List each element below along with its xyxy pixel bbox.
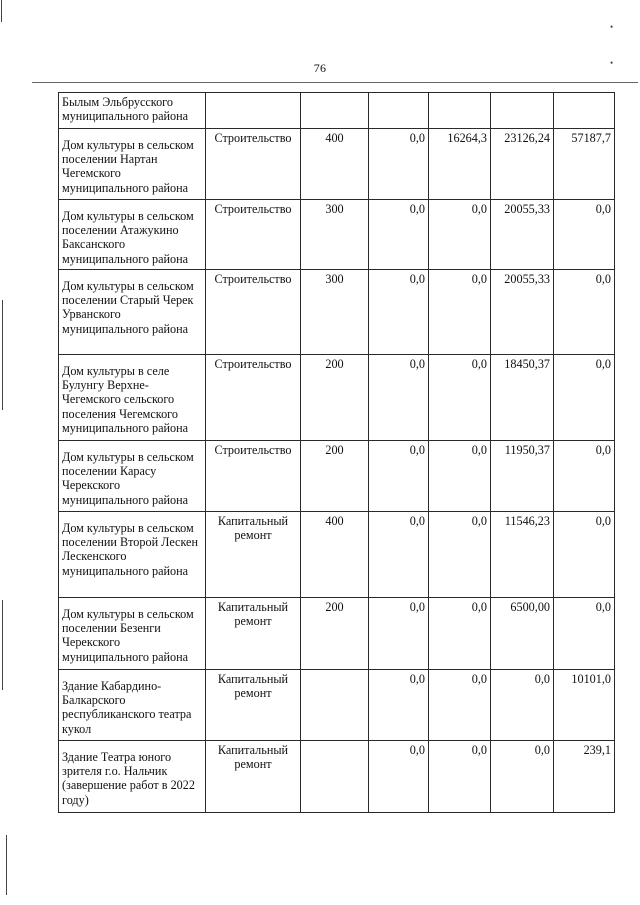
value-col-7: 0,0 [554,441,615,512]
object-name: Дом культуры в селе Булунгу Верхне-Чегемского сельского поселения Чегемского муниципального района [59,355,206,441]
value-col-6: 0,0 [491,670,554,741]
value-col-6: 11950,37 [491,441,554,512]
object-name: Дом культуры в сельском поселении Нартан Чегемского муниципального района [59,129,206,200]
value-col-5: 0,0 [429,512,491,598]
value-col-5: 0,0 [429,441,491,512]
value-col-5: 0,0 [429,200,491,270]
capacity-value: 400 [301,512,369,598]
capacity-value: 200 [301,441,369,512]
object-name: Дом культуры в сельском поселении Карасу Черекского муниципального района [59,441,206,512]
work-type: Строительство [206,270,301,355]
value-col-4 [369,93,429,129]
value-col-5: 0,0 [429,270,491,355]
object-name: Дом культуры в сельском поселении Старый Черек Урванского муниципального района [59,270,206,355]
work-type: Капитальный ремонт [206,512,301,598]
capacity-value: 300 [301,270,369,355]
scan-edge-mark [2,300,3,410]
value-col-6: 20055,33 [491,270,554,355]
value-col-7: 0,0 [554,355,615,441]
scan-edge-mark [1,0,2,22]
work-type: Строительство [206,129,301,200]
value-col-5: 0,0 [429,598,491,670]
capacity-value: 300 [301,200,369,270]
value-col-6: 20055,33 [491,200,554,270]
capacity-value: 200 [301,598,369,670]
value-col-4: 0,0 [369,441,429,512]
value-col-7: 10101,0 [554,670,615,741]
value-col-5 [429,93,491,129]
value-col-4: 0,0 [369,200,429,270]
table-row [59,741,615,813]
table-row [59,93,615,129]
work-type: Капитальный ремонт [206,741,301,813]
table-row [59,200,615,270]
value-col-6: 0,0 [491,741,554,813]
value-col-5: 0,0 [429,355,491,441]
value-col-7: 57187,7 [554,129,615,200]
value-col-6: 6500,00 [491,598,554,670]
data-table [58,92,615,813]
table-row [59,512,615,598]
header-rule [32,82,638,83]
table-row [59,441,615,512]
value-col-4: 0,0 [369,670,429,741]
work-type: Строительство [206,200,301,270]
object-name: Былым Эльбрусского муниципального района [59,93,206,129]
value-col-5: 0,0 [429,670,491,741]
scan-dot: • [610,58,614,68]
work-type: Строительство [206,355,301,441]
value-col-7: 0,0 [554,200,615,270]
capacity-value: 200 [301,355,369,441]
table-row [59,598,615,670]
value-col-7: 239,1 [554,741,615,813]
scan-edge-mark [6,835,7,895]
work-type: Строительство [206,441,301,512]
value-col-6 [491,93,554,129]
capacity-value [301,670,369,741]
value-col-4: 0,0 [369,355,429,441]
page-number: 76 [313,61,327,75]
value-col-7: 0,0 [554,512,615,598]
table-row [59,355,615,441]
object-name: Дом культуры в сельском поселении Безенги Черекского муниципального района [59,598,206,670]
value-col-4: 0,0 [369,741,429,813]
work-type [206,93,301,129]
work-type: Капитальный ремонт [206,670,301,741]
value-col-7 [554,93,615,129]
value-col-6: 23126,24 [491,129,554,200]
value-col-6: 18450,37 [491,355,554,441]
object-name: Дом культуры в сельском поселении Второй Лескен Лескенского муниципального района [59,512,206,598]
value-col-4: 0,0 [369,129,429,200]
value-col-4: 0,0 [369,512,429,598]
value-col-5: 0,0 [429,741,491,813]
scan-dot: • [610,22,614,32]
object-name: Здание Кабардино-Балкарского республиканского театра кукол [59,670,206,741]
capacity-value [301,741,369,813]
value-col-6: 11546,23 [491,512,554,598]
value-col-7: 0,0 [554,270,615,355]
scan-edge-mark [2,600,3,690]
value-col-7: 0,0 [554,598,615,670]
table-row [59,270,615,355]
capacity-value: 400 [301,129,369,200]
value-col-4: 0,0 [369,598,429,670]
work-type: Капитальный ремонт [206,598,301,670]
value-col-5: 16264,3 [429,129,491,200]
object-name: Дом культуры в сельском поселении Атажукино Баксанского муниципального района [59,200,206,270]
table-row [59,129,615,200]
capacity-value [301,93,369,129]
object-name: Здание Театра юного зрителя г.о. Нальчик (завершение работ в 2022 году) [59,741,206,813]
table-row [59,670,615,741]
value-col-4: 0,0 [369,270,429,355]
